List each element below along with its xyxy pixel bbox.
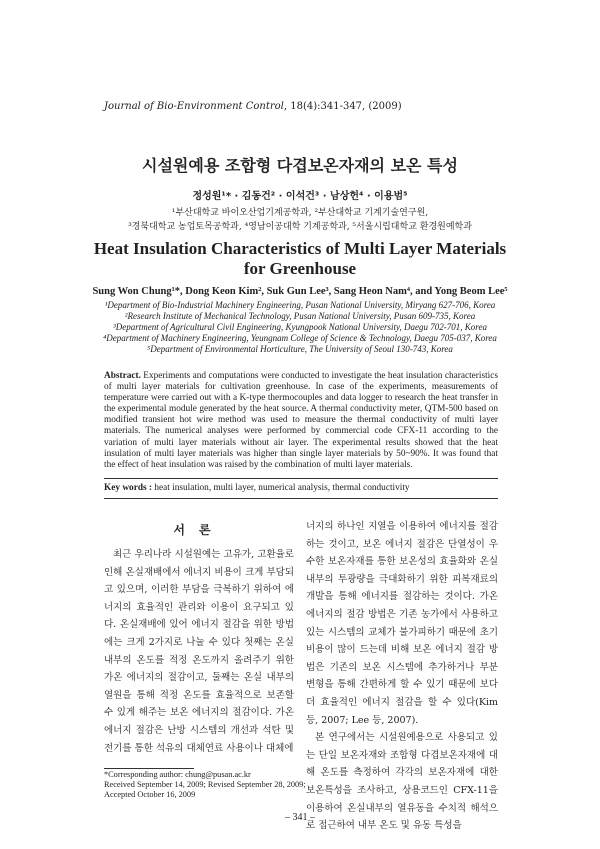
english-affiliation-2: ²Research Institute of Mechanical Technology, Pusan National University, Pusan 609-735, Korea bbox=[124, 311, 476, 321]
english-title bbox=[0, 239, 600, 279]
keywords-label: Key words : bbox=[104, 483, 153, 493]
accepted-date: Accepted October 16, 2009 bbox=[104, 790, 196, 799]
english-affiliation-1: ¹Department of Bio-Industrial Machinery Engineering, Pusan National University, Miryang 627-706, Korea bbox=[104, 300, 496, 310]
journal-volume: , 18(4):341-347, (2009) bbox=[283, 101, 402, 112]
abstract-divider bbox=[104, 478, 498, 479]
footnote bbox=[104, 770, 306, 800]
abstract bbox=[104, 371, 498, 471]
korean-affiliation-1: ¹부산대학교 바이오산업기계공학과, ²부산대학교 기계기술연구원, bbox=[171, 208, 429, 218]
right-column-paragraph-1: 너지의 하나인 지열을 이용하여 에너지를 절감하는 것이고, 보온 에너지 절감은 단열성이 우수한 보온자재를 통한 보온성의 효율화와 온실 내부의 투광량을 극대화하기 위한 피복재료의 개발을 통해 에너지를 절감하는 것이다. 가온 에너지의 절감 방법은 기존 농가에서 사용하고 있는 시스템의 교체가 불가피하기 때문에 초기 비용이 많이 드는데 비해 보온 에너지 절감 방법은 기존의 보온 시스템에 추가하거나 부분 변형을 통해 간편하게 할 수 있기 때문에 보다 더 효율적인 에너지 절감을 할 수 있다(Kim 등, 2007; Lee 등, 2007). bbox=[306, 521, 498, 726]
korean-authors: 정성원¹* · 김동건² · 이석건³ · 남상헌⁴ · 이용범⁵ bbox=[192, 191, 408, 202]
journal-name: Journal of Bio-Environment Control bbox=[104, 101, 284, 112]
left-column-paragraph: 최근 우리나라 시설원예는 고유가, 고환율로 인해 온실재배에서 에너지 비용이 크게 부담되고 있으며, 이러한 부담을 극복하기 위하여 에너지의 효율적인 관리와 이용이 요구되고 있다. 온실재배에 있어 에너지 절감을 위한 방법에는 크게 2가지로 나눌 수 있다 첫째는 온실 내부의 온도를 적정 온도까지 올려주기 위한 가온 에너지의 절감이고, 둘째는 온실 내부의 열원을 통해 적정 온도를 효율적으로 보존할 수 있게 해주는 보온 에너지의 절감이다. 가온 에너지 절감은 난방 시스템의 개선과 석탄 및 전기를 통한 석유의 대체연료 사용이나 대체에 bbox=[104, 549, 294, 754]
section-heading: 서론 bbox=[173, 523, 225, 537]
footnote-divider bbox=[104, 768, 194, 769]
keywords bbox=[104, 483, 410, 493]
journal-reference bbox=[104, 101, 402, 112]
english-authors: Sung Won Chung¹*, Dong Keon Kim², Suk Gun Lee³, Sang Heon Nam⁴, and Yong Beom Lee⁵ bbox=[92, 286, 508, 297]
english-title-line-2: for Greenhouse bbox=[243, 259, 357, 278]
left-column bbox=[104, 546, 294, 757]
abstract-text: Experiments and computations were conducted to investigate the heat insulation characteristics of multi layer materials for cultivation greenhouse. In case of the experiments, measurements of temperature were carried out with a K-type thermocouples and data logger to research the heat transfer in the experimental module generated by the heat source. A thermal conductivity meter, QTM-500 based on modified transient hot wire method was used to measure the thermal conductivity of multi layer materials. The numerical analyses were performed by commercial code CFX-11 according to the variation of multi layer materials without air layer. The experimental results showed that the heat insulation of multi layer materials was higher than single layer materials by 50~90%. It was found that the effect of heat insulation was raised by the combination of multi layer materials. bbox=[104, 371, 498, 470]
keywords-divider bbox=[104, 498, 498, 499]
abstract-label: Abstract. bbox=[104, 371, 141, 381]
korean-title: 시설원예용 조합형 다겹보온자재의 보온 특성 bbox=[142, 156, 458, 175]
english-affiliation-3: ³Department of Agricultural Civil Engineering, Kyungpook National University, Daegu 702-701, Korea bbox=[113, 322, 487, 332]
english-affiliation-4: ⁴Department of Machinery Engineering, Yeungnam College of Science & Technology, Daegu 705-037, Korea bbox=[103, 333, 497, 343]
corresponding-author: *Corresponding author: chung@pusan.ac.kr bbox=[104, 770, 251, 779]
english-affiliation-5: ⁵Department of Environmental Horticulture, The University of Seoul 130-743, Korea bbox=[147, 344, 453, 354]
keywords-text: heat insulation, multi layer, numerical analysis, thermal conductivity bbox=[152, 483, 410, 493]
right-column bbox=[306, 518, 498, 835]
right-column-paragraph-2: 본 연구에서는 시설원예용으로 사용되고 있는 단일 보온자재와 조합형 다겹보온자재에 대해 온도를 측정하여 각각의 보온자재에 대한 보온특성을 조사하고, 상용코드인 CFX-11을 이용하여 온실내부의 열유동을 수치적 해석으로 접근하여 내부 온도 및 유동 특성을 bbox=[306, 732, 498, 832]
korean-affiliation-2: ³경북대학교 농업토목공학과, ⁴영남이공대학 기계공학과, ⁵서울시립대학교 환경원예학과 bbox=[128, 222, 472, 232]
received-dates: Received September 14, 2009; Revised September 28, 2009; bbox=[104, 780, 306, 789]
english-title-line-1: Heat Insulation Characteristics of Multi Layer Materials bbox=[93, 239, 507, 258]
page-number: – 341 – bbox=[285, 812, 315, 823]
